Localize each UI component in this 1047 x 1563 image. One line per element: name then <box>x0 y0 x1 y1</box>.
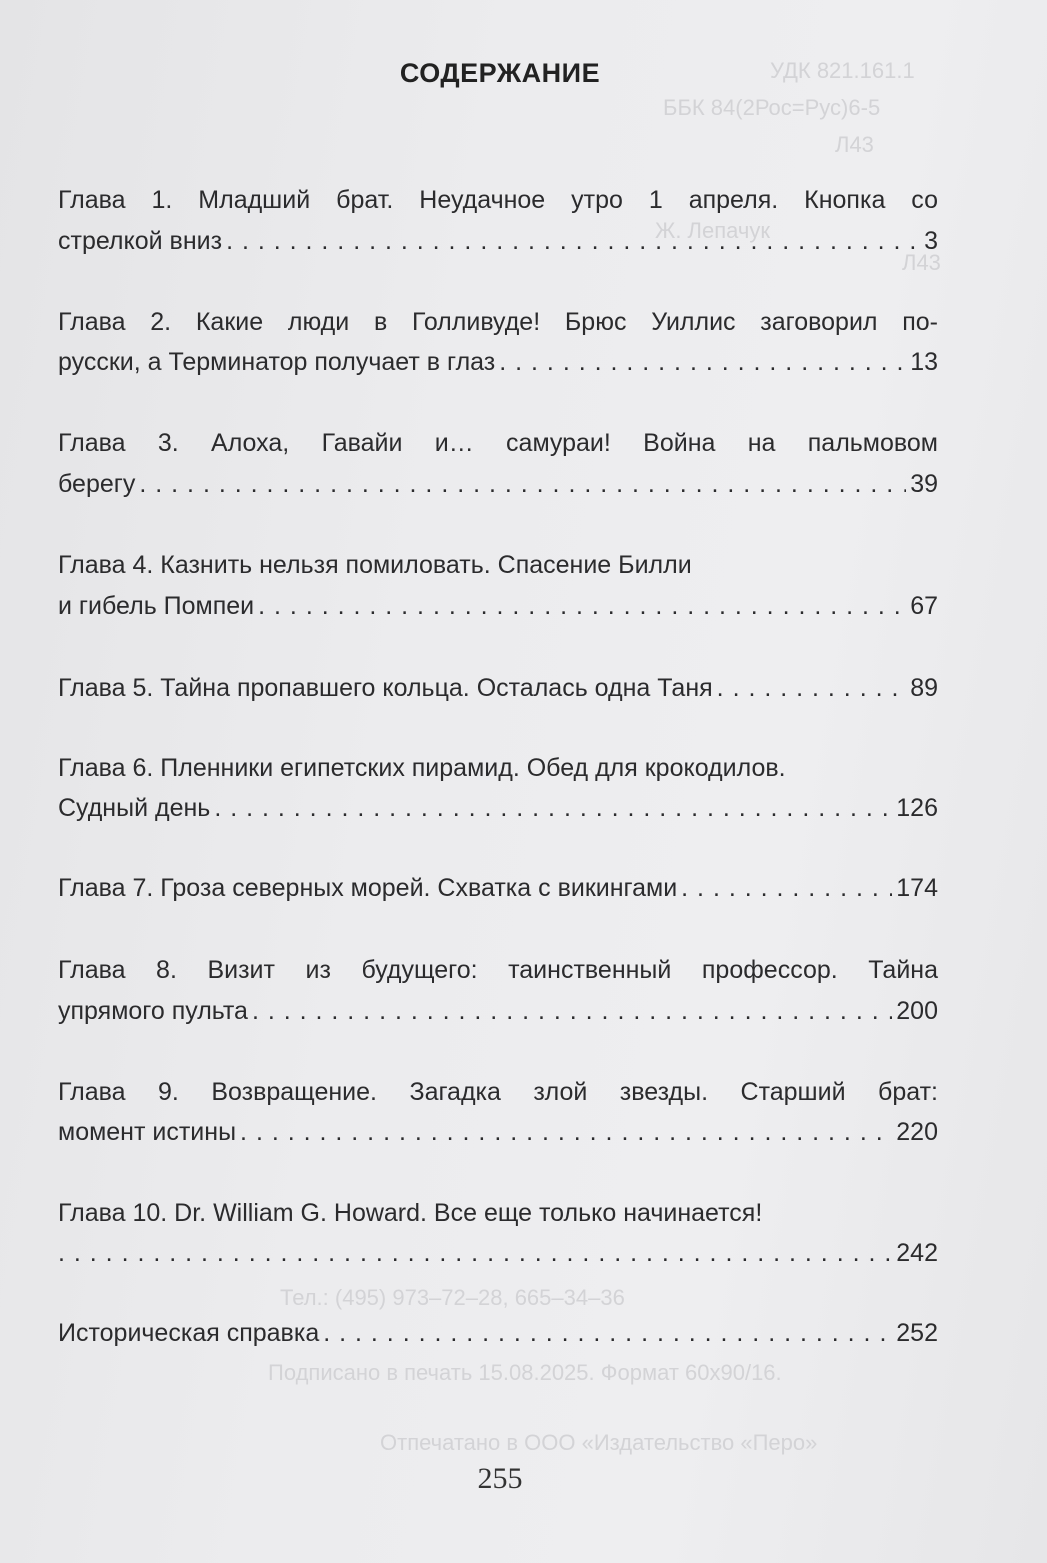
dot-leader <box>323 1316 892 1350</box>
toc-entry-leader <box>58 224 938 258</box>
dot-leader <box>214 791 892 825</box>
toc-entry-leader <box>58 791 938 825</box>
toc-entry-line: Глава 9. Возвращение. Загадка злой звезды. Старший брат: <box>58 1078 938 1106</box>
bleed-through-text: Подписано в печать 15.08.2025. Формат 60х90/16. <box>268 1360 782 1385</box>
bleed-through-text: Тел.: (495) 973–72–28, 665–34–36 <box>280 1285 625 1310</box>
toc-entry-text: Судный день <box>58 794 211 822</box>
dot-leader <box>226 224 920 258</box>
toc-entry-line: Глава 1. Младший брат. Неудачное утро 1 апреля. Кнопка со <box>58 186 938 214</box>
toc-page-number: 174 <box>896 874 938 902</box>
toc-entry-text: Глава 5. Тайна пропавшего кольца. Осталась одна Таня <box>58 674 713 702</box>
toc-entry-text: берегу <box>58 470 136 498</box>
toc-entry-text: стрелкой вниз <box>58 227 223 255</box>
toc-entry-leader <box>58 467 938 501</box>
dot-leader <box>681 871 892 905</box>
dot-leader <box>717 671 907 705</box>
toc-page-number: 67 <box>910 592 938 620</box>
toc-entry-text: русски, а Терминатор получает в глаз <box>58 348 496 376</box>
dot-leader <box>240 1115 892 1149</box>
toc-entry-line: Глава 10. Dr. William G. Howard. Все еще только начинается! <box>58 1199 763 1227</box>
toc-entry-leader <box>58 589 938 623</box>
toc-page-number: 13 <box>910 348 938 376</box>
toc-page-number: 89 <box>910 674 938 702</box>
toc-page-number: 252 <box>896 1319 938 1347</box>
toc-entry-text: и гибель Помпеи <box>58 592 255 620</box>
dot-leader <box>58 1236 892 1270</box>
toc-entry-line: Глава 3. Алоха, Гавайи и… самураи! Война на пальмовом <box>58 429 938 457</box>
toc-entry-line: Глава 6. Пленники египетских пирамид. Обед для крокодилов. <box>58 754 786 782</box>
bleed-through-text: Ж. Лепачук <box>655 218 770 243</box>
bleed-through-text: ББК 84(2Рос=Рус)6-5 <box>663 95 881 120</box>
toc-entry-text: Глава 7. Гроза северных морей. Схватка с викингами <box>58 874 678 902</box>
toc-entry-leader <box>58 345 938 379</box>
toc-page-number: 242 <box>896 1239 938 1267</box>
toc-page-number: 126 <box>896 794 938 822</box>
toc-page-number: 39 <box>910 470 938 498</box>
dot-leader <box>258 589 906 623</box>
toc-entry-leader <box>58 671 938 705</box>
toc-entry-leader <box>58 1316 938 1350</box>
bleed-through-text: Л43 <box>902 250 941 275</box>
dot-leader <box>499 345 906 379</box>
dot-leader <box>139 467 906 501</box>
page-number: 255 <box>477 1462 523 1495</box>
toc-entry-leader <box>58 871 938 905</box>
toc-entry-text: момент истины <box>58 1118 237 1146</box>
toc-entry-line: Глава 2. Какие люди в Голливуде! Брюс Уиллис заговорил по- <box>58 308 938 336</box>
page-title: СОДЕРЖАНИЕ <box>399 58 601 88</box>
toc-page-number: 200 <box>896 997 938 1025</box>
bleed-through-text: Л43 <box>835 132 874 157</box>
toc-page-number: 3 <box>924 227 938 255</box>
toc-entry-leader <box>58 994 938 1028</box>
toc-entry-text: упрямого пульта <box>58 997 248 1025</box>
toc-entry-leader <box>58 1115 938 1149</box>
toc-page-number: 220 <box>896 1118 938 1146</box>
toc-entry-line: Глава 4. Казнить нельзя помиловать. Спасение Билли <box>58 551 692 579</box>
bleed-through-text: Отпечатано в ООО «Издательство «Перо» <box>380 1430 818 1455</box>
bleed-through-text: УДК 821.161.1 <box>770 58 915 83</box>
toc-entry-line: Глава 8. Визит из будущего: таинственный профессор. Тайна <box>58 956 938 984</box>
toc-entry-text: Историческая справка <box>58 1319 320 1347</box>
dot-leader <box>252 994 892 1028</box>
toc-entry-leader <box>58 1236 938 1270</box>
